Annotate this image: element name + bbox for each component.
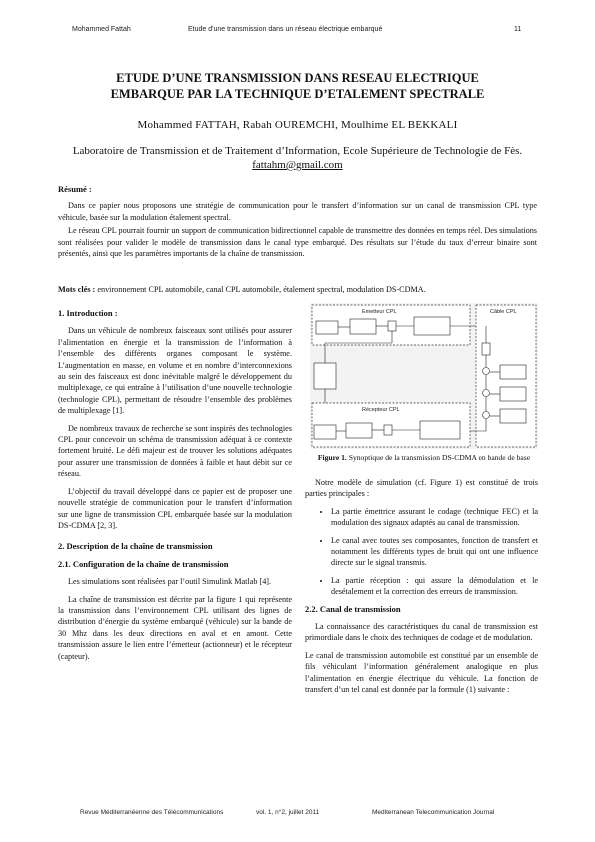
intro-paragraph-3: L’objectif du travail développé dans ce papier est de proposer une nouvelle stratégie de communication pour le transfert d’information sur une ligne de transmission CPL embarquée basée sur la modulation DS-CDMA [2, 3]. (58, 486, 292, 530)
left-column (58, 308, 292, 668)
config-paragraph-1: Les simulations sont réalisées par l’outil Simulink Matlab [4]. (68, 577, 272, 587)
section-heading-description: 2. Description de la chaîne de transmission (58, 541, 213, 552)
list-item: • La partie réception : qui assure la démodulation et le desétalement et la correction des erreurs de transmission. (331, 575, 538, 598)
demodulator-block (420, 421, 460, 439)
subsection-heading-channel: 2.2. Canal de transmission (305, 603, 401, 614)
noise-sum-2 (483, 390, 490, 397)
coder-block (350, 319, 376, 334)
modulator-block (414, 317, 450, 335)
email-link[interactable]: fattahm@gmail.com (252, 159, 343, 171)
decoder-block (346, 423, 372, 438)
figure-caption-label: Figure 1. (317, 453, 347, 462)
affiliation (60, 144, 535, 172)
footer-journal-fr: Revue Méditerranéenne des Télécommunications (80, 809, 224, 816)
despreader-block (384, 425, 392, 435)
affiliation-text: Laboratoire de Transmission et de Traitement d’Information, Ecole Supérieure de Technologie de Fès. (72, 145, 523, 157)
abstract-paragraph-1: Dans ce papier nous proposons une stratégie de communication pour le transfert d’information sur un canal de transmission CPL type véhicule, basée sur la modulation étalement spectral. (58, 201, 537, 222)
receiver-label: Récepteur CPL (362, 407, 400, 413)
keywords-label: Mots clés : (58, 285, 96, 294)
title-line-2: EMBARQUE PAR LA TECHNIQUE D’ETALEMENT SPECTRALE (110, 86, 485, 101)
list-item: • Le canal avec toutes ses composantes, fonction de transfert et notamment les différents types de bruit qui ont une influence directe sur le signal transmis. (331, 535, 538, 569)
noise-block-1 (500, 365, 526, 379)
right-column (305, 477, 538, 702)
footer-journal-en: Mediterranean Telecommunication Journal (372, 809, 495, 816)
authors: Mohammed FATTAH, Rabah OUREMCHI, Moulhime EL BEKKALI (137, 119, 458, 131)
list-item: • La partie émettrice assurant le codage (technique FEC) et la modulation des signaux adaptés au canal de transmission. (331, 506, 538, 529)
sink-block (314, 425, 336, 439)
noise-block-2 (500, 387, 526, 401)
intro-paragraph-2: De nombreux travaux de recherche se sont inspirés des technologies CPL pour concevoir un schéma de transmission adéquat à ce contexte fortement bruité. Le défi majeur est de trouver les solutions adéquates pour assurer une transmission de données à faible et haut débit sur ce réseau. (58, 423, 292, 479)
channel-paragraph-1: La connaissance des caractéristiques du canal de transmission est primordiale dans le choix des techniques de codage et de modulation. (305, 622, 538, 643)
intro-paragraph-1: Dans un véhicule de nombreux faisceaux sont utilisés pour assurer l’alimentation en énergie et la transmission de l’information à l’ensemble des différents organes composant le système. L’augmentation en masse, en volume et en nombre d’interconnexions au sein des faisceaux est donc inévitable malgré le développement du multiplexage, ce qui entraîne à l’utilisation d’une nouvelle technologie (technologie CPL), permettant de résoudre l’ensemble des problèmes de multiplexage [1]. (58, 326, 292, 416)
abstract-heading: Résumé : (58, 184, 92, 194)
figure-caption-text: Synoptique de la transmission DS-CDMA en bande de base (348, 453, 531, 462)
spreader-block (388, 321, 396, 331)
figure-caption (305, 453, 543, 463)
page-number: 11 (514, 26, 522, 33)
abstract-paragraph-2: Le réseau CPL pourrait fournir un support de communication bidirectionnel capable de transmettre des données en temps réel. Des simulations sont réalisées pour valider le modèle de transmission dans le canal type embarqué. Des résultats sur l’étude du taux d’erreur binaire sont présentés, ainsi que les paramètres importants de la chaîne de transmission. (58, 226, 537, 259)
footer-volume: vol. 1, n°2, juillet 2011 (256, 809, 320, 816)
keywords-text: environnement CPL automobile, canal CPL automobile, étalement spectral, modulation DS-CDMA. (97, 285, 426, 294)
model-parts-list (305, 506, 538, 598)
header-author: Mohammed Fattah (72, 26, 131, 33)
header-running-title: Etude d'une transmission dans un réseau électrique embarqué (188, 26, 383, 33)
noise-sum-3 (483, 412, 490, 419)
emitter-label: Emetteur CPL (362, 309, 397, 315)
model-paragraph: Notre modèle de simulation (cf. Figure 1) est constitué de trois parties principales : (305, 478, 538, 499)
subsection-heading-configuration: 2.1. Configuration de la chaîne de transmission (58, 558, 229, 569)
paper-title (60, 71, 535, 102)
figure-ds-cdma-diagram (310, 303, 538, 449)
noise-sum-1 (483, 368, 490, 375)
code-generator-block (314, 363, 336, 389)
channel-transfer-block (482, 343, 490, 355)
channel-paragraph-2: Le canal de transmission automobile est constitué par un ensemble de fils véhiculant l’information généralement analogique en plus l’alimentation en énergie électrique du véhicule. La fonction de transfert d’un tel canal est donnée par la formule (1) suivante : (305, 650, 538, 695)
section-heading-introduction: 1. Introduction : (58, 308, 118, 318)
title-line-1: ETUDE D’UNE TRANSMISSION DANS RESEAU ELECTRIQUE (116, 71, 479, 85)
noise-block-3 (500, 409, 526, 423)
source-block (316, 321, 338, 334)
config-paragraph-2: La chaîne de transmission est décrite par la figure 1 qui représente la transmission dans l’environnement CPL utilisant des lignes de distribution d’énergie du système embarqué (véhicule) sur la bande de 30 Mhz dans les deux directions en aval et en amont. Cette transmission assure le lien entre l’émetteur (actionneur) et le récepteur (capteur). (58, 594, 292, 661)
keywords (58, 285, 537, 294)
channel-label: Câble CPL (490, 309, 517, 315)
